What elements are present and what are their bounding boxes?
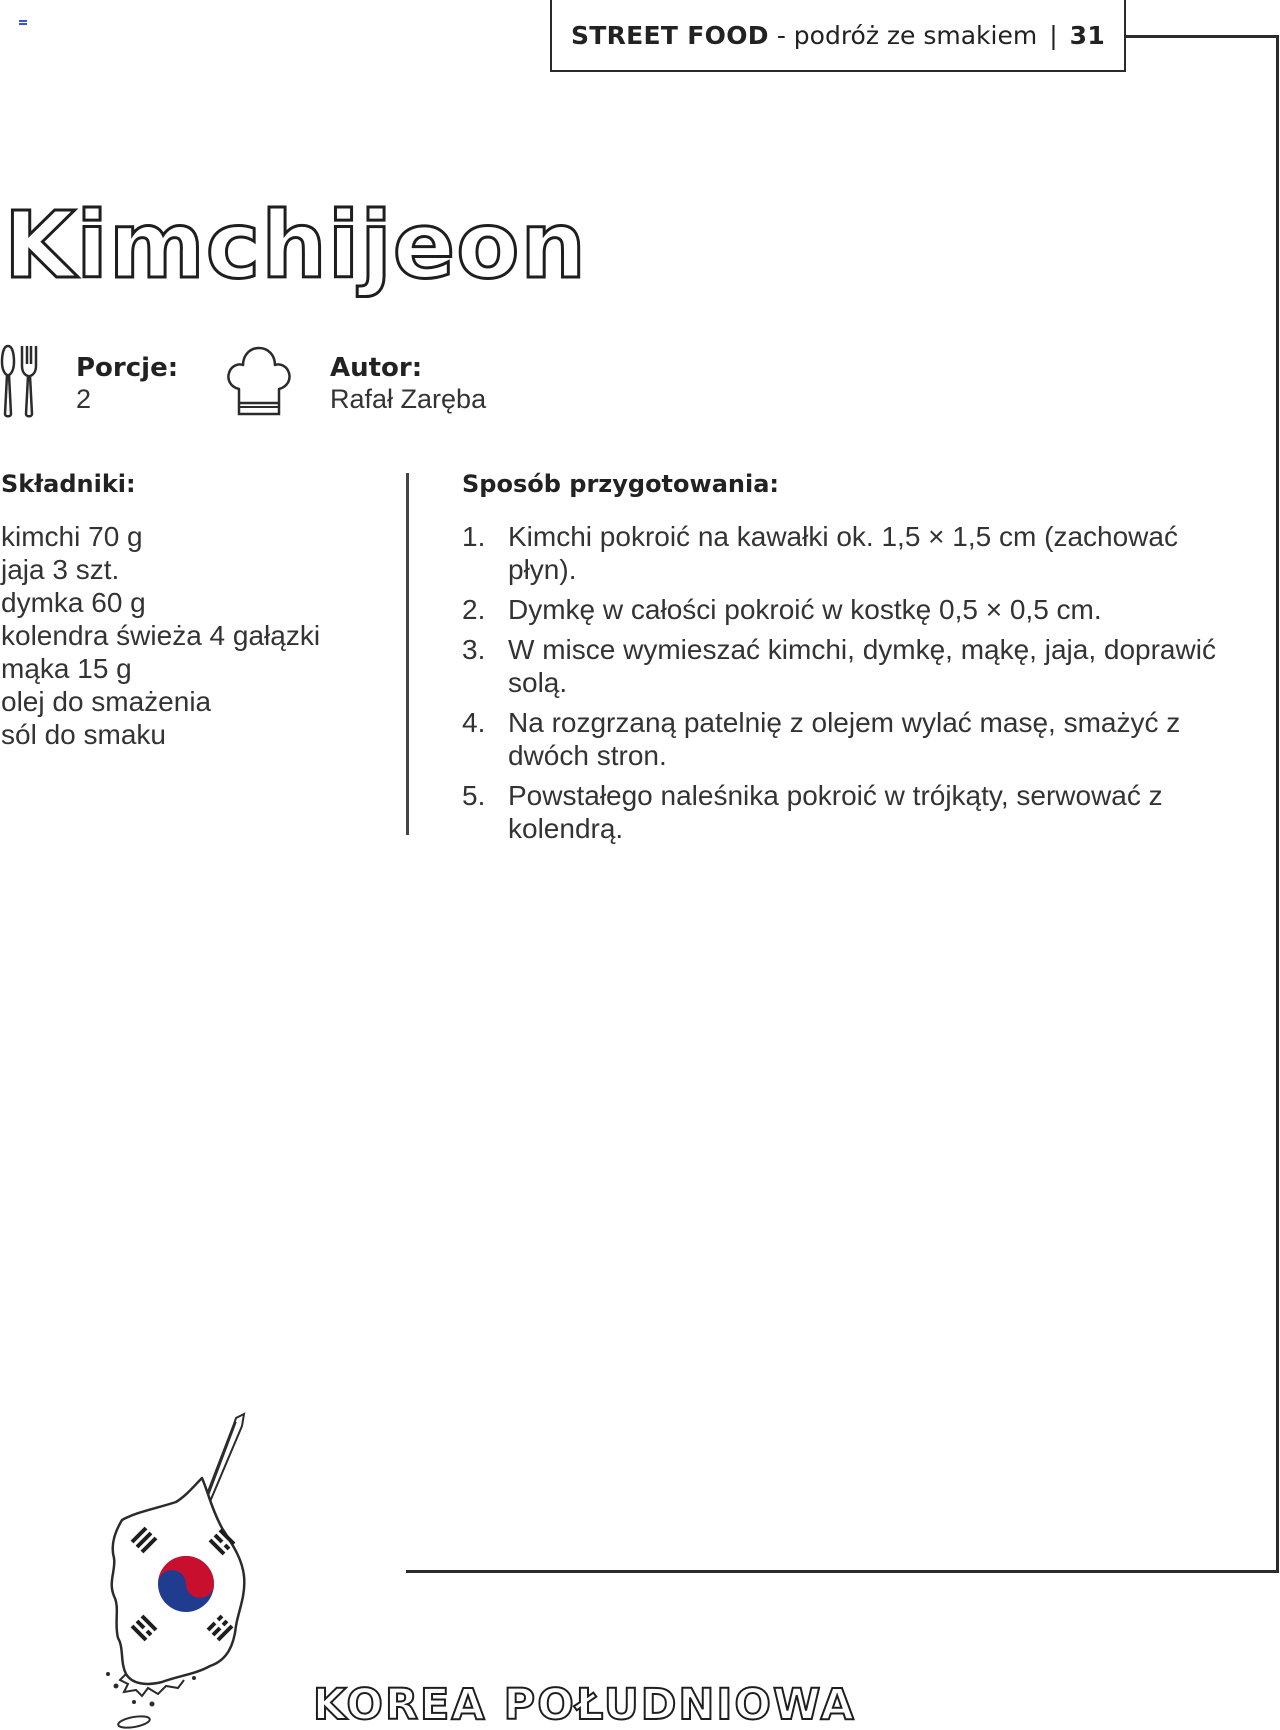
ingredient-item: dymka 60 g xyxy=(1,587,146,618)
step-text: Kimchi pokroić na kawałki ok. 1,5 × 1,5 cm (zachować płyn). xyxy=(508,521,1178,585)
fork-spoon-icon xyxy=(0,344,42,418)
step-number: 5. xyxy=(462,780,486,811)
step-number: 4. xyxy=(462,707,486,738)
ingredient-item: olej do smażenia xyxy=(1,686,212,717)
ingredient-item: mąka 15 g xyxy=(1,653,132,684)
page-number: 31 xyxy=(1069,20,1106,50)
ingredient-item: sól do smaku xyxy=(1,719,166,750)
step-item xyxy=(462,593,1222,626)
ingredient-item: kolendra świeża 4 gałązki xyxy=(1,620,321,651)
preparation-steps xyxy=(462,520,1222,852)
step-text: Dymkę w całości pokroić w kostkę 0,5 × 0,5 cm. xyxy=(508,594,1102,625)
step-number: 2. xyxy=(462,594,486,625)
step-number: 1. xyxy=(462,521,486,552)
step-item xyxy=(462,706,1222,772)
step-number: 3. xyxy=(462,634,486,665)
step-item xyxy=(462,520,1222,586)
frame-line-bottom xyxy=(406,1570,1279,1573)
step-text: Na rozgrzaną patelnię z olejem wylać masę, smażyć z dwóch stron. xyxy=(508,707,1181,771)
step-text: Powstałego naleśnika pokroić w trójkąty, serwować z kolendrą. xyxy=(508,780,1163,844)
author-value: Rafał Zaręba xyxy=(330,384,487,414)
step-item xyxy=(462,633,1222,699)
step-item xyxy=(462,779,1222,845)
header-series: STREET FOOD xyxy=(570,20,769,50)
preparation-heading: Sposób przygotowania: xyxy=(462,470,779,498)
servings-label: Porcje: xyxy=(76,353,179,383)
step-text: W misce wymieszać kimchi, dymkę, mąkę, jaja, doprawić solą. xyxy=(508,634,1216,698)
ingredient-item: jaja 3 szt. xyxy=(1,554,120,585)
corner-mark xyxy=(19,20,27,25)
chef-hat-icon xyxy=(226,343,292,417)
header-separator: | xyxy=(1049,20,1058,50)
page-header xyxy=(550,0,1126,72)
column-divider xyxy=(406,473,409,835)
recipe-title: Kimchijeon xyxy=(4,192,587,299)
author-label: Autor: xyxy=(330,353,423,383)
frame-line-right xyxy=(1276,35,1279,1572)
country-name: KOREA POŁUDNIOWA xyxy=(313,1680,856,1730)
servings-value: 2 xyxy=(76,384,92,414)
ingredient-item: kimchi 70 g xyxy=(1,521,143,552)
frame-line-top-right xyxy=(1126,35,1279,38)
south-korea-flag-map-icon xyxy=(86,1412,266,1730)
ingredients-list xyxy=(1,520,320,751)
header-subtitle: - podróż ze smakiem xyxy=(776,20,1038,50)
ingredients-heading: Składniki: xyxy=(1,470,136,498)
